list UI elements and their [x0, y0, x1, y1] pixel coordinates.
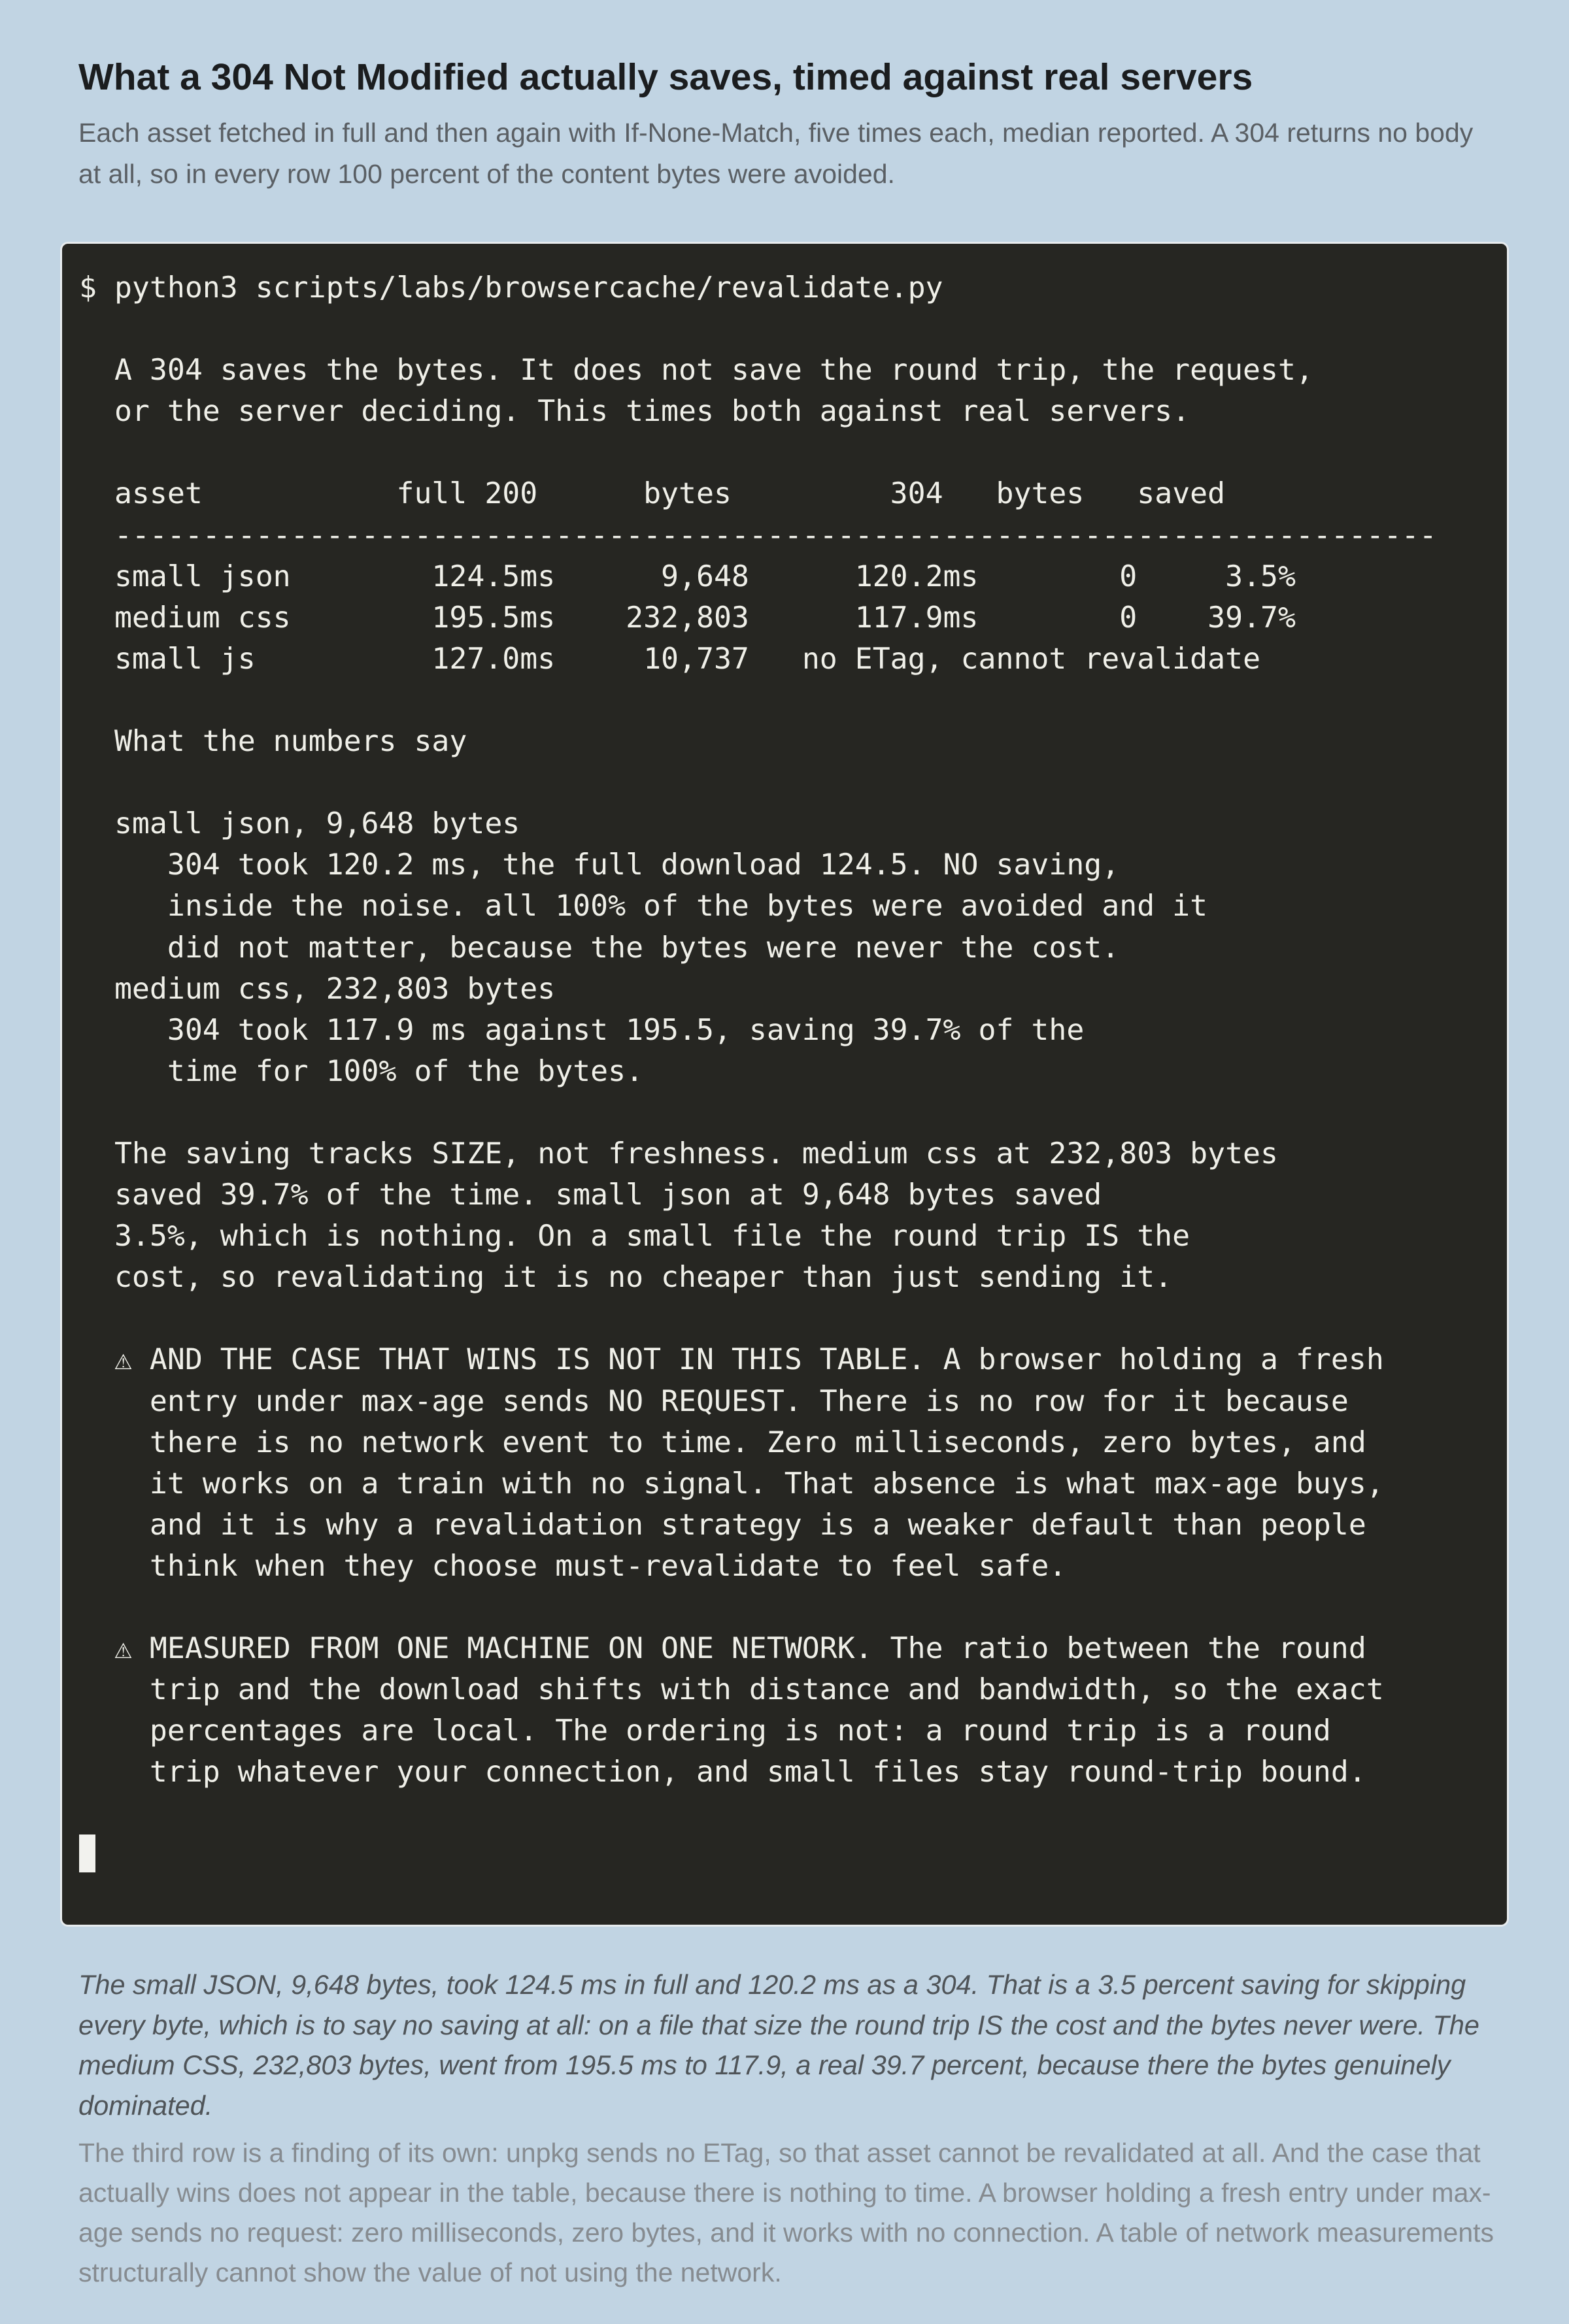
table-header: [114, 476, 1225, 510]
col-asset: asset: [114, 476, 397, 511]
terminal-output[interactable]: [60, 242, 1509, 1927]
warning-line: percentages are local. The ordering is not: a round trip is a round: [149, 1713, 1331, 1748]
finding-line: 304 took 117.9 ms against 195.5, saving 39.7% of the: [167, 1012, 1085, 1047]
intro-line: A 304 saves the bytes. It does not save the round trip, the request,: [114, 352, 1313, 388]
col-bytes-304: bytes: [996, 476, 1138, 511]
warning-line: trip whatever your connection, and small files stay round-trip bound.: [149, 1754, 1366, 1789]
terminal-text: [79, 267, 1507, 1875]
warning-line: MEASURED FROM ONE MACHINE ON ONE NETWORK. The ratio between the round: [149, 1631, 1366, 1666]
finding-asset: medium css, 232,803 bytes: [114, 971, 556, 1006]
finding-line: inside the noise. all 100% of the bytes were avoided and it: [167, 888, 1208, 923]
warning-line: there is no network event to time. Zero milliseconds, zero bytes, and: [149, 1424, 1366, 1459]
col-bytes: bytes: [643, 476, 890, 511]
warning-line: trip and the download shifts with distance and bandwidth, so the exact: [149, 1672, 1384, 1707]
no-etag-note: no ETag, cannot revalidate: [801, 640, 1261, 676]
table-row: small json 124.5ms 9,648 120.2ms 0 3.5%: [114, 558, 1296, 593]
finding-line: 304 took 120.2 ms, the full download 124.5. NO saving,: [167, 847, 1120, 882]
warning-line: entry under max-age sends NO REQUEST. There is no row for it because: [149, 1383, 1349, 1418]
warning-line: AND THE CASE THAT WINS IS NOT IN THIS TABLE. A browser holding a fresh: [149, 1342, 1384, 1377]
warning-line: it works on a train with no signal. That absence is what max-age buys,: [149, 1465, 1384, 1501]
caption-secondary: The third row is a finding of its own: unpkg sends no ETag, so that asset cannot be revalidated at all. And the case that actually wins does not appear in the table, because there is nothing to time. A browser holding a fresh entry under max-age sends no request: zero milliseconds, zero bytes, and it works with no connection. A table of network measurements structurally cannot show the value of not using the network.: [78, 2138, 1494, 2287]
page-title: What a 304 Not Modified actually saves, timed against real servers: [78, 56, 1253, 98]
summary-line: 3.5%, which is nothing. On a small file the round trip IS the: [114, 1218, 1190, 1253]
col-saved: saved: [1137, 476, 1226, 511]
finding-asset: small json, 9,648 bytes: [114, 806, 520, 841]
summary-line: The saving tracks SIZE, not freshness. medium css at 232,803 bytes: [114, 1135, 1278, 1170]
table-row: medium css 195.5ms 232,803 117.9ms 0 39.7%: [114, 599, 1296, 635]
warning-line: and it is why a revalidation strategy is a weaker default than people: [149, 1506, 1366, 1542]
caption-primary: The small JSON, 9,648 bytes, took 124.5 ms in full and 120.2 ms as a 304. That is a 3.5 percent saving for skipping every byte, which is to say no saving at all: on a file that size the round trip IS the cost and the bytes never were. The medium CSS, 232,803 bytes, went from 195.5 ms to 117.9, a real 39.7 percent, because there the bytes genuinely dominated.: [78, 1969, 1480, 2121]
col-304: 304: [890, 476, 996, 511]
intro-line: or the server deciding. This times both against real servers.: [114, 393, 1190, 429]
summary-line: saved 39.7% of the time. small json at 9,648 bytes saved: [114, 1177, 1102, 1212]
col-full: full 200: [396, 476, 644, 511]
table-row: small js 127.0ms 10,737 no ETag, cannot revalidate: [114, 640, 1261, 676]
terminal-cursor: [79, 1834, 95, 1872]
table-rule: ---------------------------------------------------------------------------: [114, 517, 1437, 552]
warning-icon: ⚠: [114, 1631, 132, 1666]
finding-line: time for 100% of the bytes.: [167, 1053, 644, 1088]
finding-line: did not matter, because the bytes were never the cost.: [167, 929, 1120, 965]
warning-icon: ⚠: [114, 1342, 132, 1377]
terminal-command: $ python3 scripts/labs/browsercache/revalidate.py: [79, 270, 943, 305]
page-subtitle: Each asset fetched in full and then again with If-None-Match, five times each, median reported. A 304 returns no body at all, so in every row 100 percent of the content bytes were avoided.: [78, 118, 1474, 189]
warning-line: think when they choose must-revalidate to feel safe.: [149, 1548, 1067, 1583]
numbers-heading: What the numbers say: [114, 723, 467, 759]
summary-line: cost, so revalidating it is no cheaper than just sending it.: [114, 1259, 1173, 1295]
